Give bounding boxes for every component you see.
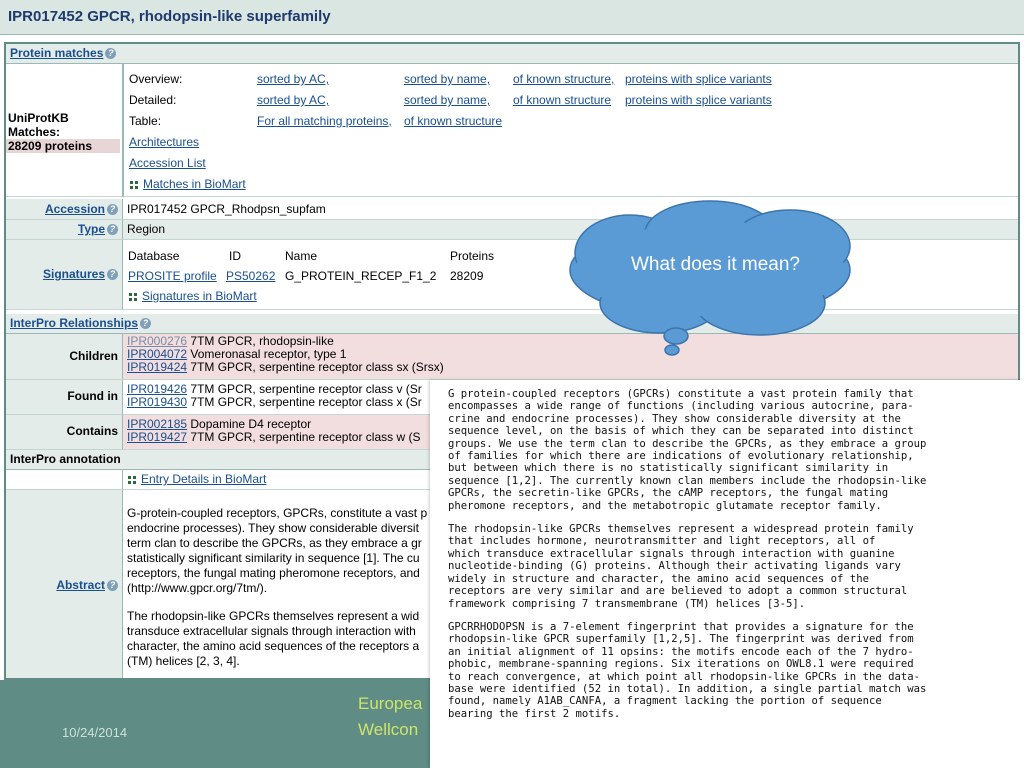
found-in-item-2: IPR019430 7TM GPCR, serpentine receptor class x (Sr [127, 395, 422, 409]
help-icon[interactable]: ? [140, 318, 151, 329]
biomart-icon [129, 180, 139, 190]
thought-cloud [560, 198, 860, 358]
found-in-link[interactable]: IPR019430 [127, 395, 188, 409]
abstract-line: receptors, the fungal mating pheromone receptors, and [127, 566, 420, 580]
accession-label-link[interactable]: Accession [44, 202, 105, 216]
abstract-line: term clan to describe the GPCRs, as they embrace a gr [127, 536, 422, 550]
child-link[interactable]: IPR000276 [127, 334, 188, 348]
signature-id-link[interactable]: PS50262 [226, 269, 276, 283]
accession-label [6, 199, 123, 220]
signature-name: G_PROTEIN_RECEP_F1_2 [285, 269, 437, 283]
detailed-sorted-by-ac-link[interactable]: sorted by AC, [257, 93, 330, 107]
type-label [6, 220, 123, 240]
matches-biomart-link[interactable]: Matches in BioMart [143, 177, 246, 191]
child-link[interactable]: IPR004072 [127, 347, 188, 361]
child-item-1: IPR000276 7TM GPCR, rhodopsin-like [127, 334, 334, 348]
child-item-2: IPR004072 Vomeronasal receptor, type 1 [127, 347, 347, 361]
accession-list-link[interactable]: Accession List [129, 156, 206, 170]
footer-institution-line2: Wellcon [358, 720, 419, 739]
biomart-icon [127, 475, 137, 485]
table-known-structure-link[interactable]: of known structure [404, 114, 503, 128]
overview-known-structure-link[interactable]: of known structure, [513, 72, 615, 86]
slide-date: 10/24/2014 [62, 725, 128, 740]
signatures-biomart-link[interactable]: Signatures in BioMart [142, 289, 257, 303]
abstract-label-link[interactable]: Abstract [56, 578, 105, 592]
signatures-col-name: Name [285, 249, 318, 263]
uniprot-label: UniProtKB [8, 111, 69, 125]
biomart-icon [128, 292, 138, 302]
footer-institution-line1: Europea [358, 694, 423, 713]
detailed-label: Detailed: [129, 93, 177, 107]
abstract-line: transduce extracellular signals through interaction with [127, 624, 416, 638]
contains-link[interactable]: IPR002185 [127, 417, 188, 431]
description-callout [430, 380, 1024, 768]
uniprot-matches-label: Matches: [8, 125, 61, 139]
help-icon[interactable]: ? [107, 224, 118, 235]
callout-paragraph-1: G protein-coupled receptors (GPCRs) constitute a vast protein family that encompasses a wide range of functions (including various autocrine, para- crine and endocrine processes). They show considerable diversity at the sequence level, on the basis of which they can be separated into distinct groups. We use the term clan to describe the GPCRs, as they embrace a group of families for which there are indications of evolutionary relationship, but between which there is no statistically significant similarity in sequence [1,2]. The currently known clan members include the rhodopsin-like GPCRs, the secretin-like GPCRs, the cAMP receptors, the fungal mating pheromone receptors, and the metabotropic glutamate receptor family. [448, 388, 927, 512]
abstract-label [6, 490, 123, 680]
detailed-sorted-by-name-link[interactable]: sorted by name, [404, 93, 491, 107]
abstract-line: (TM) helices [2, 3, 4]. [127, 654, 240, 668]
annotation-spacer [6, 470, 123, 490]
overview-sorted-by-name-link[interactable]: sorted by name, [404, 72, 491, 86]
help-icon[interactable]: ? [107, 204, 118, 215]
contains-item-2: IPR019427 7TM GPCR, serpentine receptor class w (S [127, 430, 421, 444]
table-all-matching-link[interactable]: For all matching proteins, [257, 114, 392, 128]
child-item-3: IPR019424 7TM GPCR, serpentine receptor class sx (Srsx) [127, 360, 444, 374]
contains-label: Contains [6, 415, 123, 450]
accession-value: IPR017452 GPCR_Rhodpsn_supfam [123, 199, 1018, 220]
uniprot-count: 28209 proteins [6, 139, 120, 153]
help-icon[interactable]: ? [105, 48, 116, 59]
signature-database-link[interactable]: PROSITE profile [128, 269, 217, 283]
entry-title-bar [0, 0, 1024, 35]
matches-biomart-row[interactable] [129, 177, 246, 191]
help-icon[interactable]: ? [107, 269, 118, 280]
contains-link[interactable]: IPR019427 [127, 430, 188, 444]
abstract-line: G-protein-coupled receptors, GPCRs, constitute a vast p [127, 506, 428, 520]
type-value: Region [123, 220, 1018, 240]
entry-details-biomart-link[interactable]: Entry Details in BioMart [141, 472, 267, 486]
annotation-title: InterPro annotation [10, 452, 121, 466]
signatures-biomart-row[interactable] [128, 289, 257, 303]
abstract-line: The rhodopsin-like GPCRs themselves represent a wid [127, 609, 420, 623]
found-in-link[interactable]: IPR019426 [127, 382, 188, 396]
signature-proteins: 28209 [450, 269, 484, 283]
contains-item-1: IPR002185 Dopamine D4 receptor [127, 417, 312, 431]
relationships-title[interactable]: InterPro Relationships ? [10, 316, 151, 330]
architectures-link[interactable]: Architectures [129, 135, 200, 149]
abstract-line: character, the amino acid sequences of the receptors a [127, 639, 420, 653]
overview-sorted-by-ac-link[interactable]: sorted by AC, [257, 72, 330, 86]
table-label: Table: [129, 114, 162, 128]
protein-matches-content [123, 64, 1018, 197]
cloud-question: What does it mean? [631, 254, 800, 275]
overview-splice-variants-link[interactable]: proteins with splice variants [625, 72, 772, 86]
signatures-col-id: ID [229, 249, 241, 263]
child-link[interactable]: IPR019424 [127, 360, 188, 374]
help-icon[interactable]: ? [107, 580, 118, 591]
protein-matches-title[interactable]: Protein matches ? [10, 46, 116, 60]
type-label-link[interactable]: Type [77, 222, 105, 236]
abstract-line: endocrine processes). They show considerable diversit [127, 521, 419, 535]
uniprot-label-cell [6, 64, 123, 197]
signatures-col-database: Database [128, 249, 180, 263]
protein-matches-header [6, 44, 1018, 64]
found-in-item-1: IPR019426 7TM GPCR, serpentine receptor class v (Sr [127, 382, 422, 396]
children-label: Children [6, 334, 123, 380]
signatures-label [6, 240, 123, 310]
callout-paragraph-3: GPCRRHODOPSN is a 7-element fingerprint that provides a signature for the rhodopsin-like GPCR superfamily [1,2,5]. The fingerprint was derived from an initial alignment of 11 opsins: the motifs encode each of the 7 hydro- phobic, membrane-spanning regions. Six iterations on OWL8.1 were required to reach convergence, at which point all rhodopsin-like GPCRs in the data- base were identified (52 in total). In addition, a single partial match was found, namely A1AB_CANFA, a fragment lacking the portion of sequence bearing the first 2 motifs. [448, 620, 927, 720]
callout-paragraph-2: The rhodopsin-like GPCRs themselves represent a widespread protein family that includes hormone, neurotransmitter and light receptors, all of which transduce extracellular signals through interaction with guanine nucleotide-binding (G) proteins. Although their activating ligands vary widely in structure and character, the amino acid sequences of the receptors are very similar and are believed to adopt a common structural framework comprising 7 transmembrane (TM) helices [3-5]. [448, 523, 914, 610]
detailed-known-structure-link[interactable]: of known structure [513, 93, 612, 107]
signatures-col-proteins: Proteins [450, 249, 495, 263]
entry-title: IPR017452 GPCR, rhodopsin-like superfamily [8, 8, 331, 25]
detailed-splice-variants-link[interactable]: proteins with splice variants [625, 93, 772, 107]
relationships-header [6, 314, 1018, 334]
found-in-label: Found in [6, 380, 123, 415]
signatures-label-link[interactable]: Signatures [42, 267, 105, 281]
abstract-line: statistically significant similarity in sequence [1]. The cu [127, 551, 420, 565]
abstract-line: (http://www.gpcr.org/7tm/). [127, 581, 268, 595]
overview-label: Overview: [129, 72, 183, 86]
